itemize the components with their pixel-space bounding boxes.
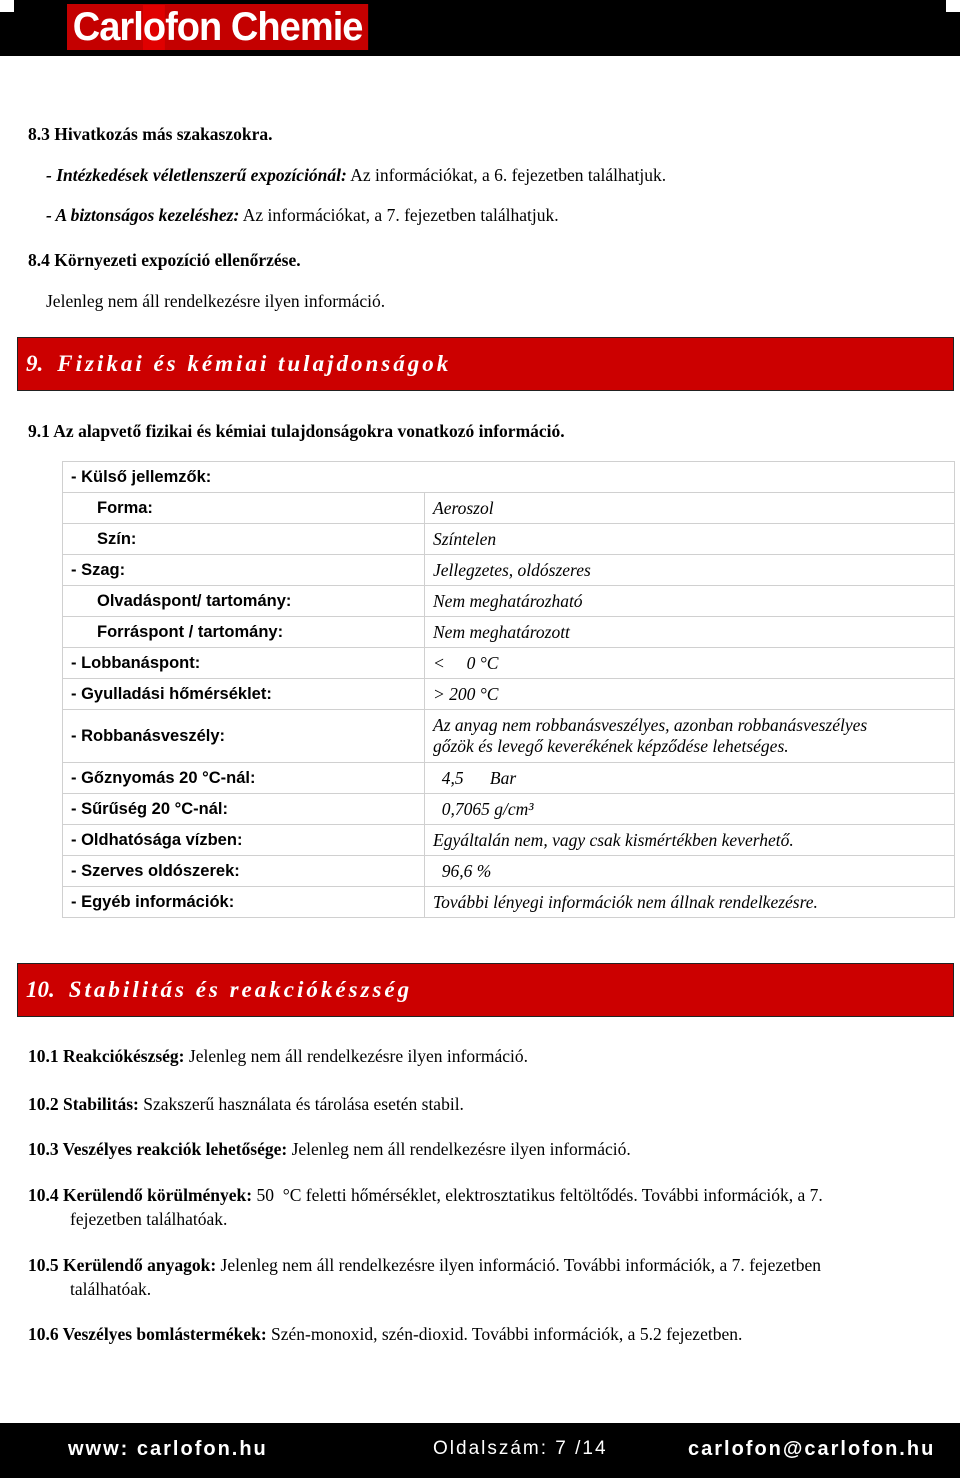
row-label: - Külső jellemzők: [63, 462, 955, 493]
r2-label: 10.2 Stabilitás: [28, 1094, 139, 1114]
logo-text-a: Carl [72, 4, 143, 49]
row-value: Nem meghatározott [425, 617, 955, 648]
row-label: Olvadáspont/ tartomány: [63, 586, 425, 617]
section-8-4-title: 8.4 Környezeti expozíció ellenőrzése. [28, 250, 301, 270]
row-value: Nem meghatározható [425, 586, 955, 617]
table-row [63, 763, 955, 794]
section-9-title: Fizikai és kémiai tulajdonságok [57, 351, 452, 376]
row-label: Szín: [63, 524, 425, 555]
table-row [63, 555, 955, 586]
section-10-2 [28, 1093, 464, 1115]
table-row [63, 679, 955, 710]
row-value: Aeroszol [425, 493, 955, 524]
row-label: - Szerves oldószerek: [63, 856, 425, 887]
footer-page-number: Oldalszám: 7 /14 [433, 1438, 608, 1459]
r3-text: Jelenleg nem áll rendelkezésre ilyen információ. [287, 1139, 631, 1159]
r6-text: Szén-monoxid, szén-dioxid. További információk, a 5.2 fejezetben. [266, 1324, 743, 1344]
section-9-header [17, 337, 954, 391]
section-10-number: 10. [26, 977, 55, 1002]
table-row [63, 617, 955, 648]
row-label: - Robbanásveszély: [63, 710, 425, 763]
r5-label: 10.5 Kerülendő anyagok: [28, 1255, 217, 1275]
logo-text-b: o [142, 4, 166, 49]
table-row [63, 586, 955, 617]
section-9-1-title: 9.1 Az alapvető fizikai és kémiai tulajdonságokra vonatkozó információ. [28, 421, 565, 441]
r4-label: 10.4 Kerülendő körülmények: [28, 1185, 253, 1205]
row-value-line2: gőzök és levegő keverékének képződése lehetséges. [433, 736, 789, 756]
section-10-6 [28, 1323, 742, 1345]
line2-label: - A biztonságos kezeléshez: [46, 205, 240, 225]
line1-label: - Intézkedések véletlenszerű expozíciónál: [46, 165, 347, 185]
section-10-header [17, 963, 954, 1017]
r1-label: 10.1 Reakciókészség: [28, 1046, 185, 1066]
r2-text: Szakszerű használata és tárolása esetén stabil. [138, 1094, 464, 1114]
section-10-title: Stabilitás és reakciókészség [68, 977, 413, 1002]
row-value: Jellegzetes, oldószeres [425, 555, 955, 586]
section-9-number: 9. [26, 351, 44, 376]
row-label: - Oldhatósága vízben: [63, 825, 425, 856]
properties-table [62, 461, 955, 918]
row-value: Színtelen [425, 524, 955, 555]
table-row [63, 524, 955, 555]
section-10-1 [28, 1045, 528, 1067]
r5-text: Jelenleg nem áll rendelkezésre ilyen információ. További információk, a 7. fejezetben [216, 1255, 822, 1275]
table-row [63, 493, 955, 524]
table-row [63, 887, 955, 918]
section-10-5 [28, 1254, 821, 1276]
r6-label: 10.6 Veszélyes bomlástermékek: [28, 1324, 267, 1344]
table-row [63, 794, 955, 825]
row-value-line1: Az anyag nem robbanásveszélyes, azonban robbanásveszélyes [433, 715, 868, 735]
section-8-3-title: 8.3 Hivatkozás más szakaszokra. [28, 124, 273, 144]
section-8-3-line2 [46, 204, 559, 226]
section-8-3-line1 [46, 164, 666, 186]
row-label: Forráspont / tartomány: [63, 617, 425, 648]
section-10-4-cont: fejezetben találhatóak. [70, 1209, 228, 1229]
table-row [63, 856, 955, 887]
row-value: 0,7065 g/cm³ [425, 794, 955, 825]
section-8-4-text: Jelenleg nem áll rendelkezésre ilyen információ. [46, 291, 386, 311]
row-value: További lényegi információk nem állnak rendelkezésre. [425, 887, 955, 918]
row-value [425, 710, 955, 763]
row-value: 4,5 Bar [425, 763, 955, 794]
row-value: 96,6 % [425, 856, 955, 887]
footer-email: carlofon@carlofon.hu [688, 1438, 936, 1460]
r4-text: 50 °C feletti hőmérséklet, elektrosztatikus feltöltődés. További információk, a 7. [252, 1185, 823, 1205]
section-10-4 [28, 1184, 823, 1206]
logo-text-c: fon Chemie [165, 4, 363, 49]
row-value: < 0 °C [425, 648, 955, 679]
section-10-5-cont: találhatóak. [70, 1279, 152, 1299]
r3-label: 10.3 Veszélyes reakciók lehetősége: [28, 1139, 288, 1159]
row-label: - Egyéb információk: [63, 887, 425, 918]
line1-text: Az információkat, a 6. fejezetben találhatjuk. [346, 165, 667, 185]
table-row [63, 462, 955, 493]
page-footer [0, 1423, 960, 1478]
table-row [63, 648, 955, 679]
footer-website: www: carlofon.hu [68, 1438, 268, 1460]
row-label: - Sűrűség 20 °C-nál: [63, 794, 425, 825]
row-label: - Gőznyomás 20 °C-nál: [63, 763, 425, 794]
table-row [63, 825, 955, 856]
r1-text: Jelenleg nem áll rendelkezésre ilyen információ. [184, 1046, 529, 1066]
header-corner-left [0, 0, 14, 12]
row-label: - Szag: [63, 555, 425, 586]
row-value: > 200 °C [425, 679, 955, 710]
row-label: - Lobbanáspont: [63, 648, 425, 679]
header-corner-right [946, 0, 960, 12]
company-logo [67, 4, 368, 50]
line2-text: Az információkat, a 7. fejezetben találhatjuk. [239, 205, 559, 225]
table-row [63, 710, 955, 763]
section-10-3 [28, 1138, 631, 1160]
row-label: Forma: [63, 493, 425, 524]
row-value: Egyáltalán nem, vagy csak kismértékben keverhető. [425, 825, 955, 856]
row-label: - Gyulladási hőmérséklet: [63, 679, 425, 710]
